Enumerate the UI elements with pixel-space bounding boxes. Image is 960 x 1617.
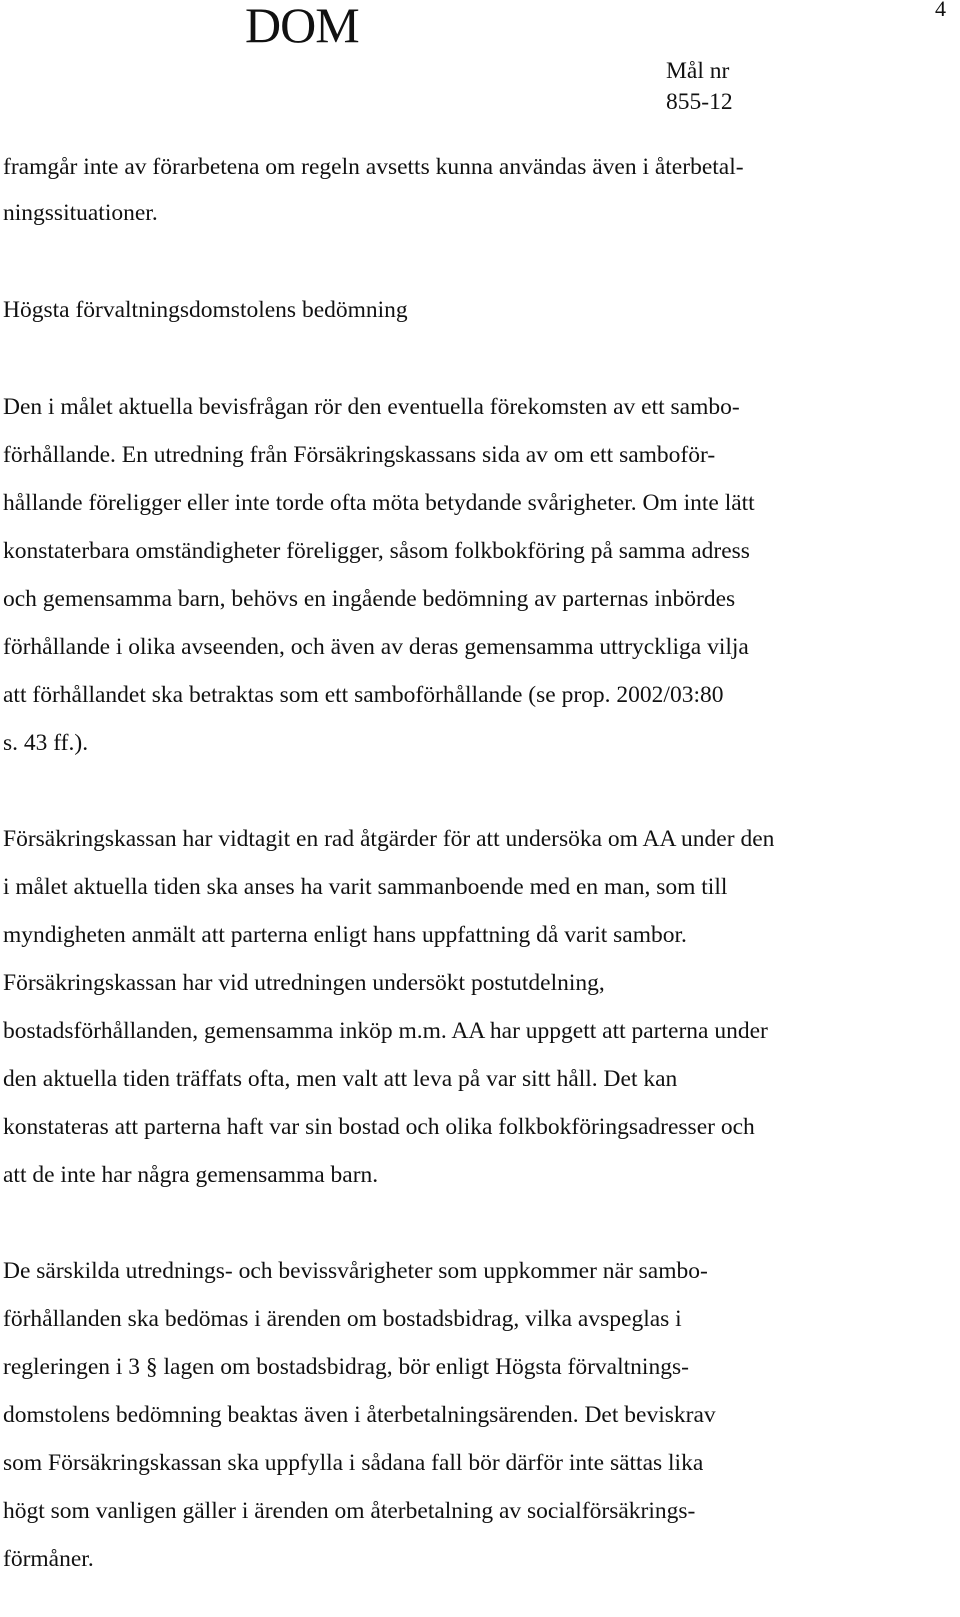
text-line: Försäkringskassan har vidtagit en rad åtgärder för att undersöka om AA under den (3, 826, 775, 852)
case-number: 855-12 (666, 89, 733, 115)
text-line: konstateras att parterna haft var sin bostad och olika folkbokföringsadresser och (3, 1114, 755, 1140)
text-line: förhållanden ska bedömas i ärenden om bostadsbidrag, vilka avspeglas i (3, 1306, 682, 1332)
text-line: Den i målet aktuella bevisfrågan rör den eventuella förekomsten av ett sambo- (3, 394, 740, 420)
text-line: den aktuella tiden träffats ofta, men valt att leva på var sitt håll. Det kan (3, 1066, 678, 1092)
text-line: ningssituationer. (3, 200, 158, 226)
text-line: domstolens bedömning beaktas även i återbetalningsärenden. Det beviskrav (3, 1402, 716, 1428)
text-line: De särskilda utrednings- och bevissvårigheter som uppkommer när sambo- (3, 1258, 708, 1284)
case-number-block (666, 56, 733, 118)
document-title: DOM (245, 0, 359, 53)
text-line: förhållande i olika avseenden, och även av deras gemensamma uttryckliga vilja (3, 634, 749, 660)
text-line: förhållande. En utredning från Försäkringskassans sida av om ett samboför- (3, 442, 716, 468)
text-line: som Försäkringskassan ska uppfylla i sådana fall bör därför inte sättas lika (3, 1450, 704, 1476)
text-line: förmåner. (3, 1546, 94, 1572)
text-line: bostadsförhållanden, gemensamma inköp m.m. AA har uppgett att parterna under (3, 1018, 768, 1044)
text-line: Försäkringskassan har vid utredningen undersökt postutdelning, (3, 970, 605, 996)
text-line: regleringen i 3 § lagen om bostadsbidrag, bör enligt Högsta förvaltnings- (3, 1354, 689, 1380)
text-line: att förhållandet ska betraktas som ett samboförhållande (se prop. 2002/03:80 (3, 682, 724, 708)
text-line: och gemensamma barn, behövs en ingående bedömning av parternas inbördes (3, 586, 736, 612)
text-line: framgår inte av förarbetena om regeln avsetts kunna användas även i återbetal- (3, 154, 744, 180)
text-line: högt som vanligen gäller i ärenden om återbetalning av socialförsäkrings- (3, 1498, 696, 1524)
text-line: att de inte har några gemensamma barn. (3, 1162, 379, 1188)
text-line: konstaterbara omständigheter föreligger, såsom folkbokföring på samma adress (3, 538, 750, 564)
case-label: Mål nr (666, 58, 730, 84)
text-line: hållande föreligger eller inte torde ofta möta betydande svårigheter. Om inte lätt (3, 490, 755, 516)
page-number: 4 (935, 0, 946, 21)
text-line: s. 43 ff.). (3, 730, 89, 756)
text-line: myndigheten anmält att parterna enligt hans uppfattning då varit sambor. (3, 922, 687, 948)
section-heading: Högsta förvaltningsdomstolens bedömning (3, 297, 408, 323)
text-line: i målet aktuella tiden ska anses ha varit sammanboende med en man, som till (3, 874, 728, 900)
